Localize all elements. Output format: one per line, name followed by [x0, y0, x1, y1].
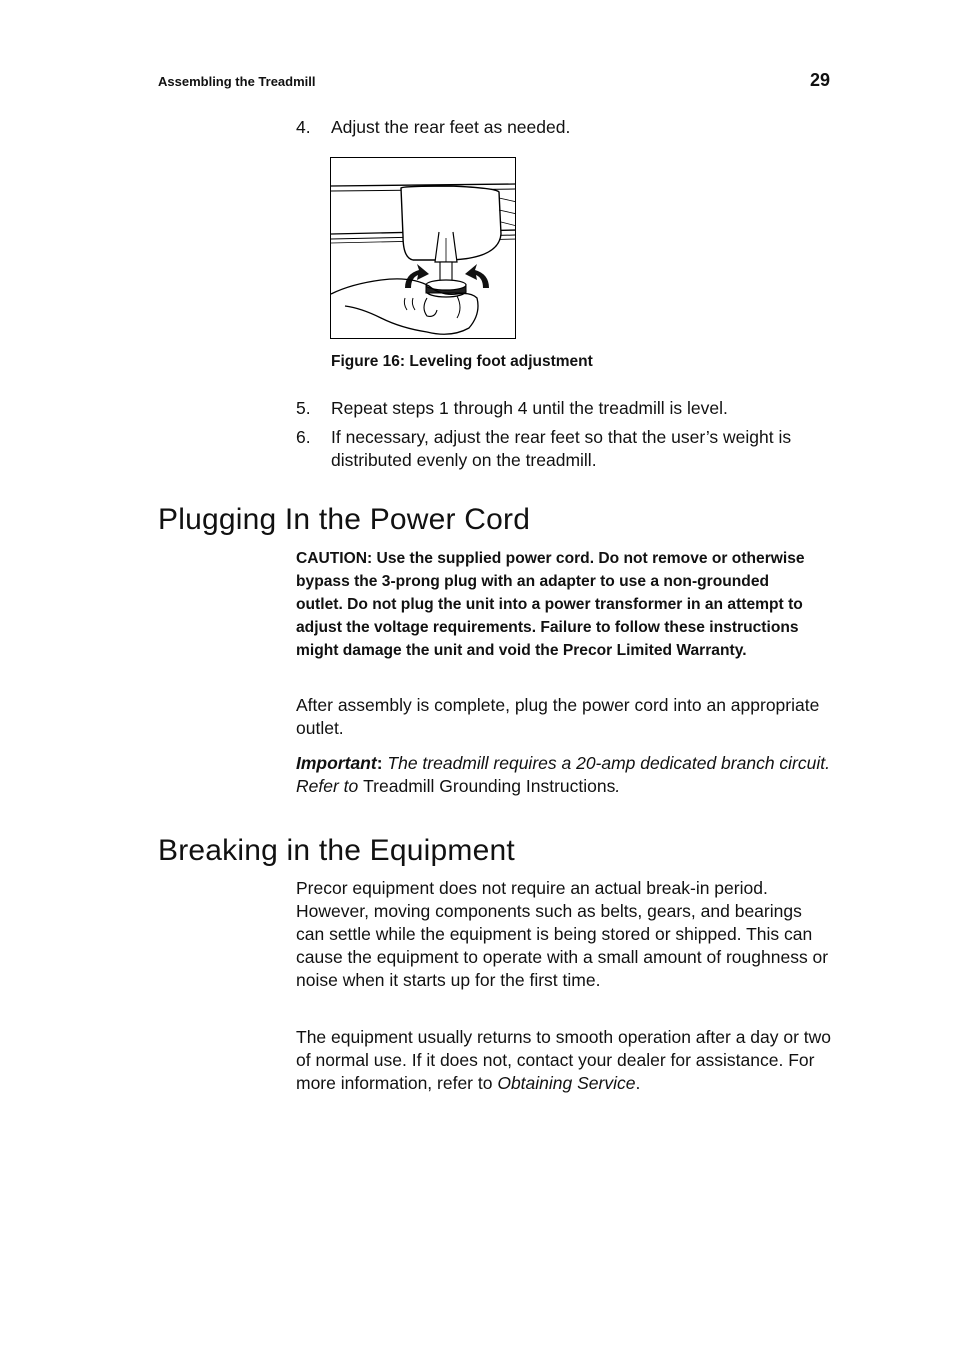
caution-notice: CAUTION: Use the supplied power cord. Do not remove or otherwise bypass the 3-prong plug with an adapter to use a non-grounded outlet. Do not plug the unit into a power transformer in an attempt to adjust the voltage requirements. Failure to follow these instructions might damage the unit and void the Precor Limited Warranty.	[296, 550, 805, 659]
figure-caption: Figure 16: Leveling foot adjustment	[331, 353, 593, 370]
important-reference: Treadmill Grounding Instructions	[363, 776, 616, 796]
important-text: The treadmill requires a 20-amp dedicated branch circuit. Refer to	[296, 753, 830, 796]
breaking-in-paragraph-2	[296, 1026, 831, 1095]
step-item	[296, 426, 836, 472]
paragraph-text: The equipment usually returns to smooth operation after a day or two of normal use. If it does not, contact your dealer for assistance. For more information, refer to	[296, 1027, 832, 1093]
service-reference: Obtaining Service	[497, 1073, 636, 1093]
step-text: If necessary, adjust the rear feet so that the user’s weight is distributed evenly on the treadmill.	[331, 427, 792, 470]
step-number: 6.	[296, 427, 311, 447]
power-cord-paragraph: After assembly is complete, plug the power cord into an appropriate outlet.	[296, 695, 820, 738]
important-note	[296, 752, 831, 798]
important-label: Important	[296, 753, 377, 773]
step-number: 5.	[296, 398, 311, 418]
important-colon: :	[376, 753, 383, 773]
step-item	[296, 397, 836, 420]
page-number: 29	[810, 70, 831, 90]
step-item	[296, 116, 836, 139]
step-text: Repeat steps 1 through 4 until the treadmill is level.	[331, 398, 728, 418]
breaking-in-paragraph-1: Precor equipment does not require an actual break-in period. However, moving components such as belts, gears, and bearings can settle while the equipment is being stored or shipped. This can cause the equipment to operate with a small amount of roughness or noise when it starts up for the first time.	[296, 878, 829, 990]
step-text: Adjust the rear feet as needed.	[331, 117, 571, 137]
leveling-foot-figure	[330, 157, 516, 339]
important-end: .	[615, 776, 621, 796]
paragraph-end: .	[635, 1073, 641, 1093]
section-title-breaking-in: Breaking in the Equipment	[158, 834, 515, 867]
header-section-title: Assembling the Treadmill	[158, 74, 316, 89]
section-title-power-cord: Plugging In the Power Cord	[158, 503, 531, 536]
leveling-foot-illustration	[331, 158, 516, 339]
step-number: 4.	[296, 117, 311, 137]
